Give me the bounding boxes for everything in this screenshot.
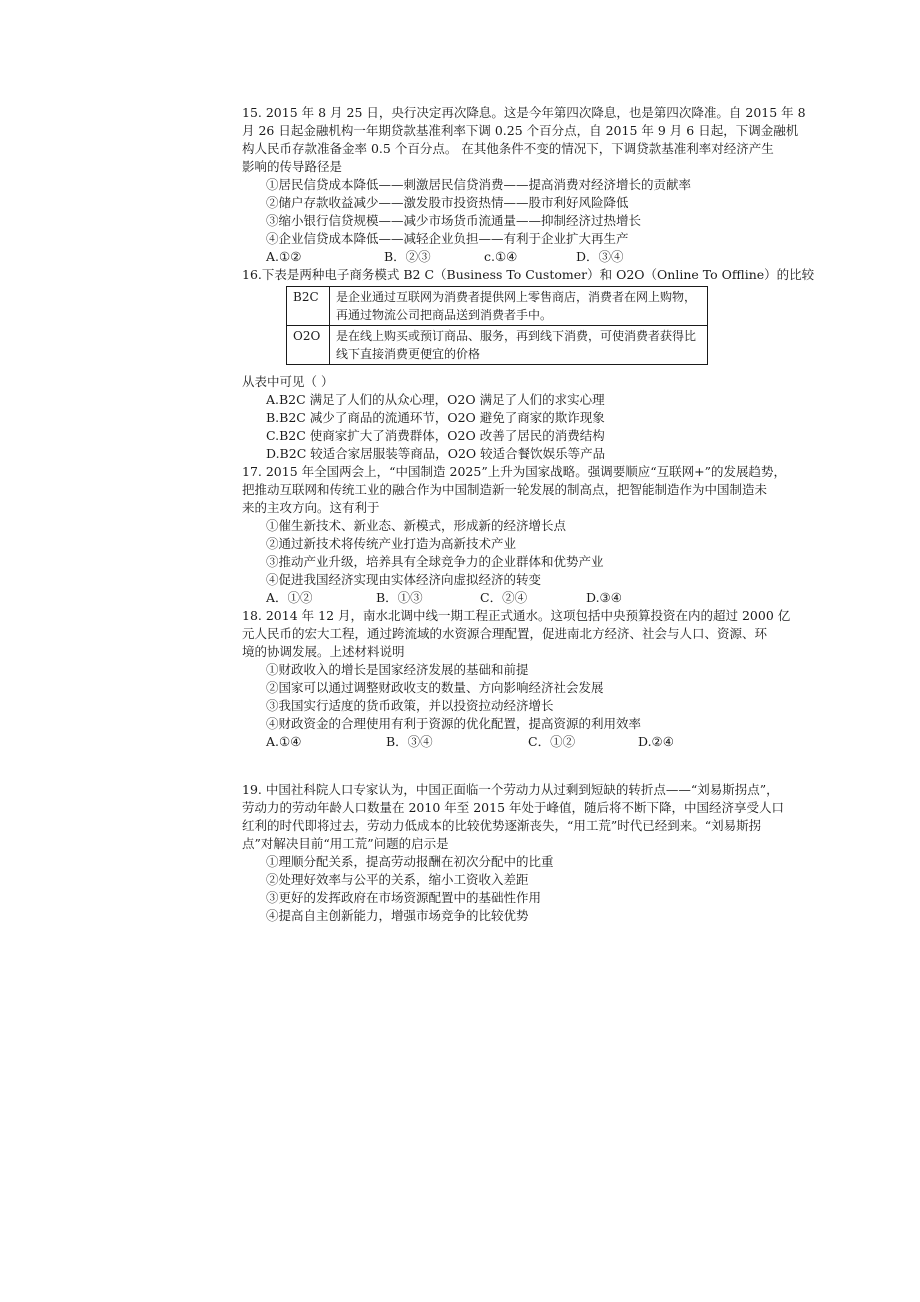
question-15-stem-line: 15. 2015 年 8 月 25 日，央行决定再次降息。这是今年第四次降息，也是第四次降准。自 2015 年 8 [242,105,806,120]
question-17-stem-line: 来的主攻方向。这有利于 [242,500,380,515]
question-15-options [242,248,712,266]
question-19-stem-line: 劳动力的劳动年龄人口数量在 2010 年至 2015 年处于峰值，随后将不断下降，中国经济享受人口 [242,800,785,815]
question-19-stem-line: 红利的时代即将过去，劳动力低成本的比较优势逐渐丧失，“用工荒”时代已经到来。“刘易斯拐 [242,818,762,833]
question-19-stem-line: 19. 中国社科院人口专家认为，中国正面临一个劳动力从过剩到短缺的转折点——“刘易斯拐点”， [242,782,779,797]
question-15-stem-line: 影响的传导路径是 [242,159,343,174]
question-18-options [242,733,712,751]
question-18-stem-line: 元人民币的宏大工程，通过跨流域的水资源合理配置，促进南北方经济、社会与人口、资源、环 [242,626,768,641]
option-c: C．②④ [480,590,528,605]
table-cell-desc [330,287,708,326]
question-18-item: ②国家可以通过调整财政收支的数量、方向影响经济社会发展 [266,680,604,695]
option-b: B.B2C 减少了商品的流通环节，O2O 避免了商家的欺诈现象 [266,410,605,425]
option-b: B．②③ [384,249,431,264]
question-18-item: ①财政收入的增长是国家经济发展的基础和前提 [266,662,529,677]
question-16-stem: 16.下表是两种电子商务模式 B2 C（Business To Customer）和 O2O（Online To Offline）的比较 [242,267,815,282]
question-16-prompt: 从表中可见（ ） [242,374,334,389]
option-a: A.①② [266,249,302,264]
question-19-item: ①理顺分配关系，提高劳动报酬在初次分配中的比重 [266,854,554,869]
table-row [287,326,708,365]
option-c: C．①② [528,734,576,749]
question-18-stem-line: 境的协调发展。上述材料说明 [242,644,405,659]
question-15-item: ④企业信贷成本降低——减轻企业负担——有利于企业扩大再生产 [266,231,629,246]
question-18-item: ④财政资金的合理使用有利于资源的优化配置，提高资源的利用效率 [266,716,642,731]
question-17 [242,463,786,607]
option-c: c.①④ [484,249,518,264]
table-cell-desc [330,326,708,365]
question-18-stem-line: 18. 2014 年 12 月，南水北调中线一期工程正式通水。这项包括中央预算投资在内的超过 2000 亿 [242,608,791,623]
question-17-item: ③推动产业升级，培养具有全球竞争力的企业群体和优势产业 [266,554,604,569]
exam-page [242,104,815,925]
question-15-item: ①居民信贷成本降低——刺激居民信贷消费——提高消费对经济增长的贡献率 [266,177,692,192]
question-17-item: ①催生新技术、新业态、新模式，形成新的经济增长点 [266,518,567,533]
question-18 [242,607,791,751]
table-cell-line: 线下直接消费更便宜的价格 [336,347,481,361]
table-cell-key: B2C [287,287,330,326]
option-a: A．①② [266,590,313,605]
option-d: D.②④ [638,734,674,749]
option-b: B．③④ [386,734,433,749]
question-15-stem-line: 月 26 日起金融机构一年期贷款基准利率下调 0.25 个百分点，自 2015 年 9 月 6 日起，下调金融机 [242,123,799,138]
option-a: A.①④ [266,734,302,749]
question-15-item: ②储户存款收益减少——激发股市投资热情——股市利好风险降低 [266,195,629,210]
option-d: D.③④ [586,590,622,605]
question-15 [242,104,806,266]
option-c: C.B2C 使商家扩大了消费群体，O2O 改善了居民的消费结构 [266,428,605,443]
table-row [287,287,708,326]
table-cell-line: 是在线上购买或预订商品、服务，再到线下消费，可使消费者获得比 [336,329,697,343]
table-cell-line: 是企业通过互联网为消费者提供网上零售商店，消费者在网上购物， [336,290,697,304]
question-18-item: ③我国实行适度的货币政策，并以投资拉动经济增长 [266,698,554,713]
question-19 [242,781,785,925]
table-cell-line: 再通过物流公司把商品送到消费者手中。 [336,308,553,322]
question-15-item: ③缩小银行信贷规模——减少市场货币流通量——抑制经济过热增长 [266,213,642,228]
option-d: D．③④ [576,249,624,264]
spacer [242,751,712,781]
comparison-table [286,286,708,365]
question-17-options [242,589,712,607]
question-19-stem-line: 点”对解决目前“用工荒”问题的启示是 [242,836,449,851]
option-a: A.B2C 满足了人们的从众心理，O2O 满足了人们的求实心理 [266,392,605,407]
question-19-item: ④提高自主创新能力，增强市场竞争的比较优势 [266,908,529,923]
option-b: B．①③ [376,590,423,605]
question-17-item: ②通过新技术将传统产业打造为高新技术产业 [266,536,517,551]
table-cell-key: O2O [287,326,330,365]
question-16 [242,266,815,463]
question-19-item: ②处理好效率与公平的关系，缩小工资收入差距 [266,872,529,887]
question-17-stem-line: 17. 2015 年全国两会上，“中国制造 2025”上升为国家战略。强调要顺应“互联网+”的发展趋势， [242,464,786,479]
question-17-item: ④促进我国经济实现由实体经济向虚拟经济的转变 [266,572,542,587]
question-15-stem-line: 构人民币存款准备金率 0.5 个百分点。 在其他条件不变的情况下，下调贷款基准利率对经济产生 [242,141,774,156]
question-17-stem-line: 把推动互联网和传统工业的融合作为中国制造新一轮发展的制高点，把智能制造作为中国制造未 [242,482,768,497]
question-19-item: ③更好的发挥政府在市场资源配置中的基础性作用 [266,890,542,905]
option-d: D.B2C 较适合家居服装等商品，O2O 较适合餐饮娱乐等产品 [266,446,606,461]
